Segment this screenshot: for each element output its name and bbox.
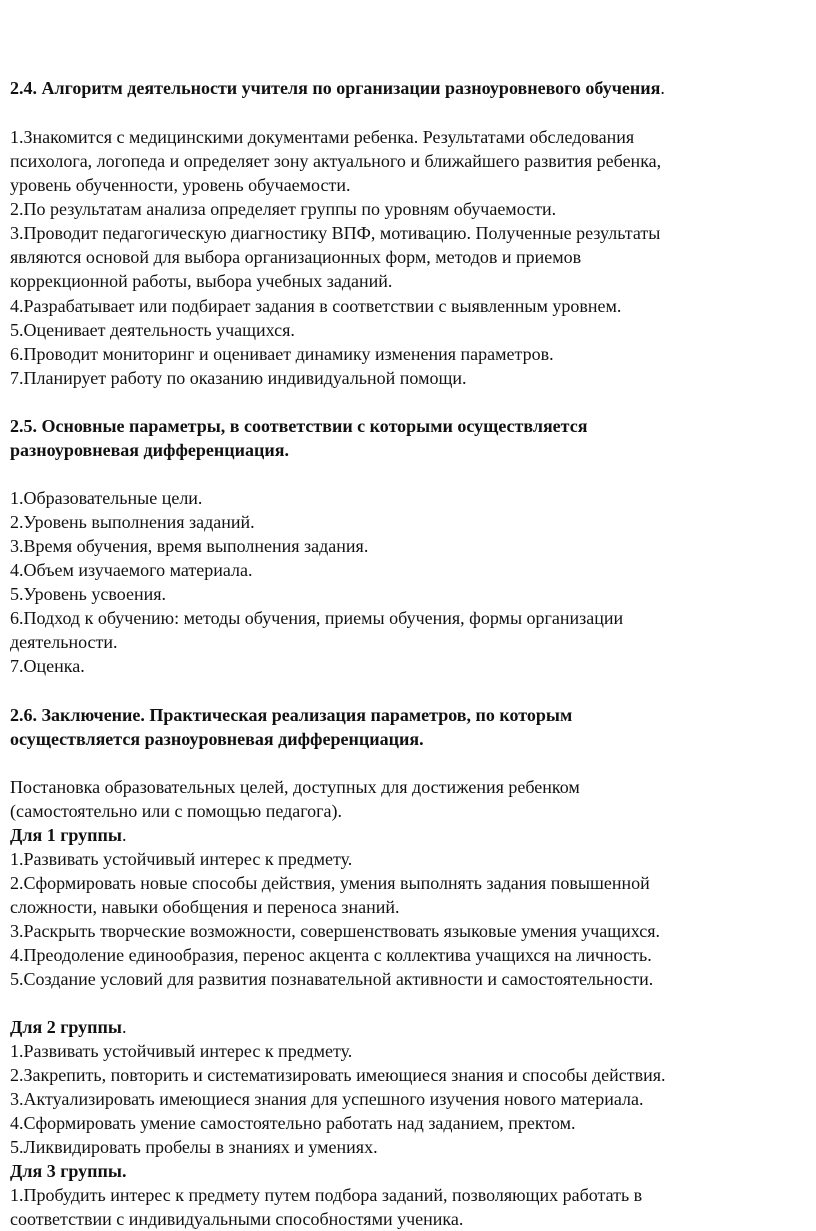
- list-item: 3.Раскрыть творческие возможности, совершенствовать языковые умения учащихся.: [10, 921, 661, 941]
- group-2-heading: [10, 1015, 126, 1039]
- list-item: 1.Знакомится с медицинскими документами ребенка. Результатами обследования: [10, 127, 635, 147]
- list-item: уровень обученности, уровень обучаемости.: [10, 175, 351, 195]
- intro-line: (самостоятельно или с помощью педагога).: [10, 801, 343, 821]
- list-item: 2.Сформировать новые способы действия, умения выполнять задания повышенной: [10, 873, 650, 893]
- list-item: 2.Закрепить, повторить и систематизировать имеющиеся знания и способы действия.: [10, 1065, 666, 1085]
- list-item: 1.Развивать устойчивый интерес к предмету.: [10, 1041, 353, 1061]
- list-item: соответствии с индивидуальными способностями ученика.: [10, 1209, 464, 1229]
- group-1-heading-text: Для 1 группы: [10, 825, 122, 845]
- group-3-heading: Для 3 группы.: [10, 1161, 127, 1181]
- list-item: 5.Создание условий для развития познавательной активности и самостоятельности.: [10, 969, 654, 989]
- list-item: 7.Оценка.: [10, 656, 85, 676]
- section-2-5-title-line: разноуровневая дифференциация.: [10, 440, 289, 460]
- section-2-4-title-period: .: [660, 78, 665, 98]
- group-1-heading-period: .: [121, 825, 127, 845]
- list-item: 4.Сформировать умение самостоятельно работать над заданием, пректом.: [10, 1113, 576, 1133]
- intro-line: Постановка образовательных целей, доступных для достижения ребенком: [10, 777, 580, 797]
- list-item: коррекционной работы, выбора учебных заданий.: [10, 271, 393, 291]
- section-2-6-title-line: 2.6. Заключение. Практическая реализация параметров, по которым: [10, 705, 573, 725]
- section-2-4-title: 2.4. Алгоритм деятельности учителя по организации разноуровневого обучения: [10, 78, 661, 98]
- list-item: 3.Проводит педагогическую диагностику ВПФ, мотивацию. Полученные результаты: [10, 223, 661, 243]
- group-2-heading-period: .: [121, 1017, 127, 1037]
- list-item: психолога, логопеда и определяет зону актуального и ближайшего развития ребенка,: [10, 151, 662, 171]
- list-item: 3.Актуализировать имеющиеся знания для успешного изучения нового материала.: [10, 1089, 644, 1109]
- list-item: 2.Уровень выполнения заданий.: [10, 512, 255, 532]
- list-item: 2.По результатам анализа определяет группы по уровням обучаемости.: [10, 199, 557, 219]
- section-2-5-title-line: 2.5. Основные параметры, в соответствии с которыми осуществляется: [10, 416, 588, 436]
- list-item: сложности, навыки обобщения и переноса знаний.: [10, 897, 400, 917]
- list-item: 3.Время обучения, время выполнения задания.: [10, 536, 369, 556]
- section-2-4-heading: [10, 76, 665, 100]
- list-item: 4.Объем изучаемого материала.: [10, 560, 253, 580]
- list-item: 5.Уровень усвоения.: [10, 584, 167, 604]
- list-item: 1.Развивать устойчивый интерес к предмету.: [10, 849, 353, 869]
- list-item: деятельности.: [10, 632, 118, 652]
- list-item: являются основой для выбора организационных форм, методов и приемов: [10, 247, 582, 267]
- list-item: 4.Разрабатывает или подбирает задания в соответствии с выявленным уровнем.: [10, 296, 622, 316]
- list-item: 1.Пробудить интерес к предмету путем подбора заданий, позволяющих работать в: [10, 1185, 643, 1205]
- list-item: 6.Проводит мониторинг и оценивает динамику изменения параметров.: [10, 344, 554, 364]
- list-item: 7.Планирует работу по оказанию индивидуальной помощи.: [10, 368, 467, 388]
- section-2-6-title-line: осуществляется разноуровневая дифференциация.: [10, 729, 424, 749]
- list-item: 5.Оценивает деятельность учащихся.: [10, 320, 295, 340]
- group-2-heading-text: Для 2 группы: [10, 1017, 122, 1037]
- list-item: 6.Подход к обучению: методы обучения, приемы обучения, формы организации: [10, 608, 624, 628]
- list-item: 1.Образовательные цели.: [10, 488, 203, 508]
- group-1-heading: [10, 823, 126, 847]
- list-item: 5.Ликвидировать пробелы в знаниях и умениях.: [10, 1137, 378, 1157]
- list-item: 4.Преодоление единообразия, перенос акцента с коллектива учащихся на личность.: [10, 945, 652, 965]
